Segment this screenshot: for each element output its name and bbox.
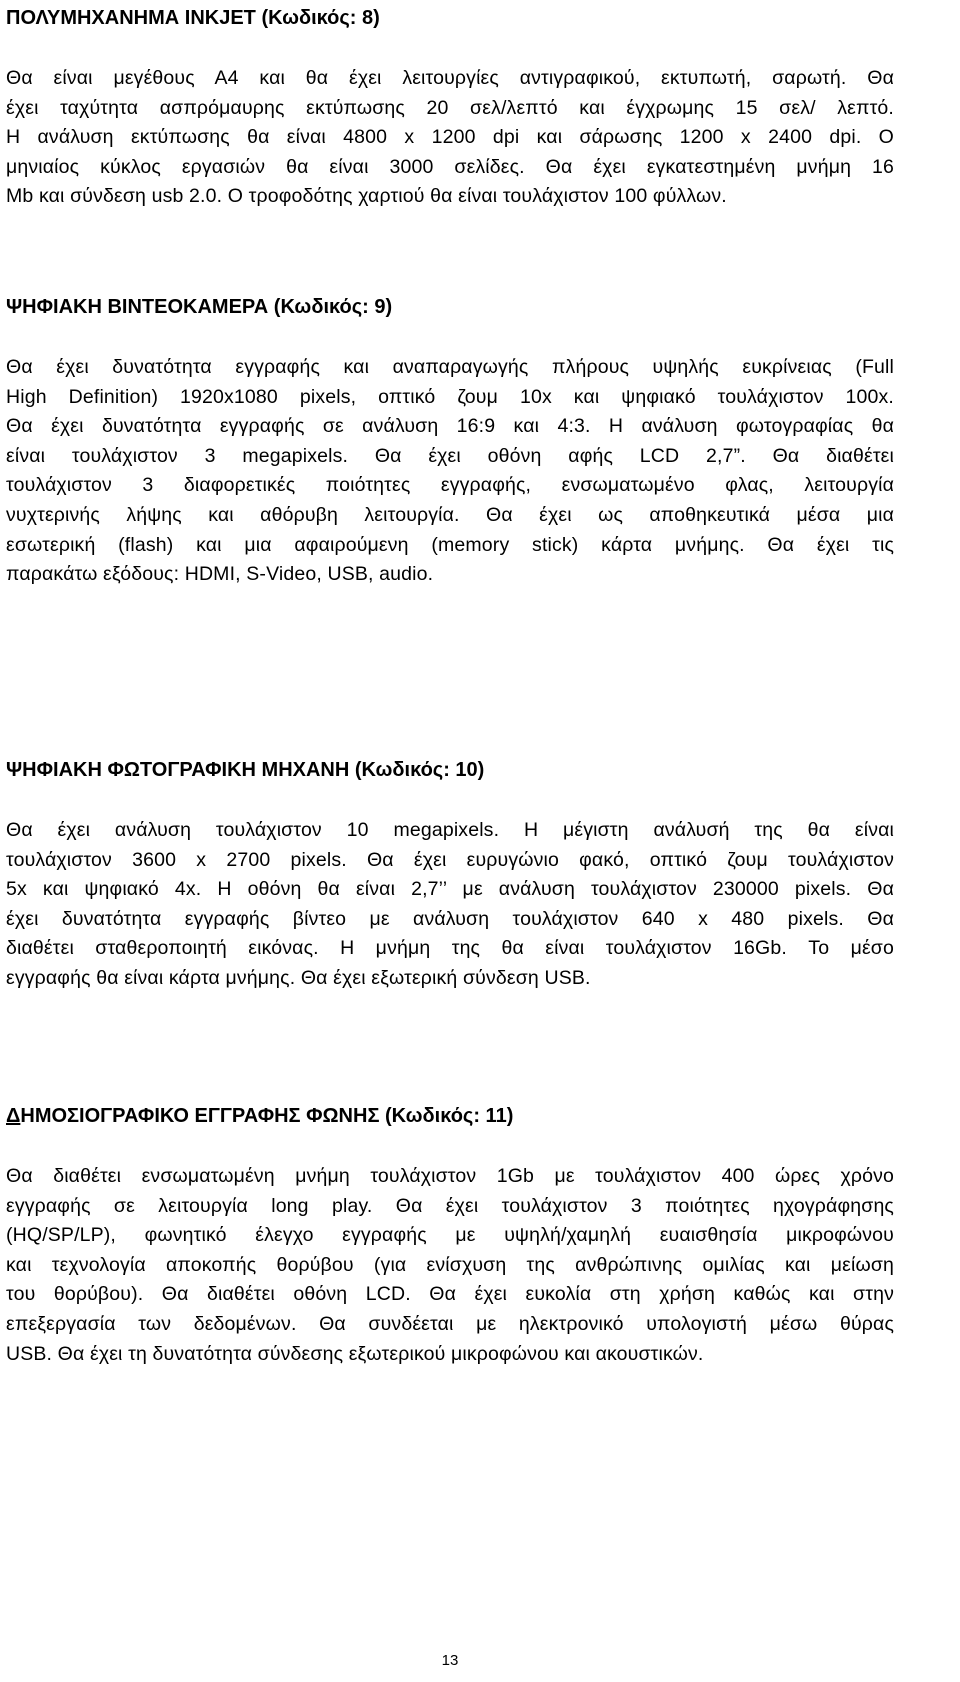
paragraph-line: μηνιαίος κύκλος εργασιών θα είναι 3000 σελίδες. Θα έχει εγκατεστημένη μνήμη 16	[6, 155, 894, 178]
paragraph-line: High Definition) 1920x1080 pixels, οπτικό ζουμ 10x και ψηφιακό τουλάχιστον 100x.	[6, 385, 894, 408]
section-digital-camera	[6, 758, 894, 994]
page-number: 13	[441, 1652, 459, 1669]
section-paragraph	[6, 816, 894, 994]
paragraph-line: εγγραφής θα είναι κάρτα μνήμης. Θα έχει εξωτερική σύνδεση USB.	[6, 966, 591, 989]
section-paragraph	[6, 353, 894, 590]
paragraph-line: έχει δυνατότητα εγγραφής βίντεο με ανάλυση τουλάχιστον 640 x 480 pixels. Θα	[6, 907, 894, 930]
section-voice-recorder	[6, 1104, 894, 1369]
paragraph-line: επεξεργασία των δεδομένων. Θα συνδέεται με ηλεκτρονικό υπολογιστή μέσω θύρας	[6, 1312, 894, 1335]
section-paragraph	[6, 1162, 894, 1369]
paragraph-line: τουλάχιστον 3 διαφορετικές ποιότητες εγγραφής, ενσωματωμένο φλας, λειτουργία	[6, 474, 894, 497]
heading-text: ΗΜΟΣΙΟΓΡΑΦΙΚΟ ΕΓΓΡΑΦΗΣ ΦΩΝΗΣ (Κωδικός: 11)	[20, 1105, 514, 1127]
section-digital-videocamera	[6, 295, 894, 590]
heading-prefix: Δ	[6, 1105, 21, 1127]
paragraph-line: 5x και ψηφιακό 4x. Η οθόνη θα είναι 2,7’’ με ανάλυση τουλάχιστον 230000 pixels. Θα	[6, 878, 894, 901]
paragraph-line: (HQ/SP/LP), φωνητικό έλεγχο εγγραφής με υψηλή/χαμηλή ευαισθησία μικροφώνου	[6, 1224, 894, 1247]
paragraph-line: Θα είναι μεγέθους Α4 και θα έχει λειτουργίες αντιγραφικού, εκτυπωτή, σαρωτή. Θα	[6, 67, 894, 89]
paragraph-line: Η ανάλυση εκτύπωσης θα είναι 4800 x 1200 dpi και σάρωσης 1200 x 2400 dpi. Ο	[6, 126, 894, 149]
paragraph-line: Θα έχει ανάλυση τουλάχιστον 10 megapixels. Η μέγιστη ανάλυσή της θα είναι	[6, 819, 894, 841]
section-multifunction-printer	[6, 6, 894, 212]
paragraph-line: Θα έχει δυνατότητα εγγραφής και αναπαραγωγής πλήρους υψηλής ευκρίνειας (Full	[6, 356, 894, 378]
paragraph-line: USB. Θα έχει τη δυνατότητα σύνδεσης εξωτερικού μικροφώνου και ακουστικών.	[6, 1342, 704, 1365]
paragraph-line: είναι τουλάχιστον 3 megapixels. Θα έχει οθόνη αφής LCD 2,7”. Θα διαθέτει	[6, 444, 894, 467]
heading-text: ΠΟΛΥΜΗΧΑΝΗΜΑ INKJET (Κωδικός: 8)	[6, 7, 380, 29]
paragraph-line: νυχτερινής λήψης και αθόρυβη λειτουργία. Θα έχει ως αποθηκευτικά μέσα μια	[6, 503, 894, 526]
section-heading	[6, 6, 894, 30]
section-heading	[6, 758, 894, 782]
paragraph-line: και τεχνολογία αποκοπής θορύβου (για ενίσχυση της ανθρώπινης ομιλίας και μείωση	[6, 1253, 894, 1276]
paragraph-line: Mb και σύνδεση usb 2.0. Ο τροφοδότης χαρτιού θα είναι τουλάχιστον 100 φύλλων.	[6, 185, 727, 208]
section-heading	[6, 295, 894, 319]
heading-text: ΨΗΦΙΑΚΗ ΦΩΤΟΓΡΑΦΙΚΗ ΜΗΧΑΝΗ (Κωδικός: 10)	[6, 759, 485, 781]
paragraph-line: διαθέτει σταθεροποιητή εικόνας. Η μνήμη της θα είναι τουλάχιστον 16Gb. Το μέσο	[6, 937, 894, 960]
section-paragraph	[6, 64, 894, 212]
paragraph-line: Θα διαθέτει ενσωματωμένη μνήμη τουλάχιστον 1Gb με τουλάχιστον 400 ώρες χρόνο	[6, 1165, 894, 1187]
heading-text: ΨΗΦΙΑΚΗ ΒΙΝΤΕΟΚΑΜΕΡΑ (Κωδικός: 9)	[6, 296, 393, 318]
paragraph-line: έχει ταχύτητα ασπρόμαυρης εκτύπωσης 20 σελ/λεπτό και έγχρωμης 15 σελ/ λεπτό.	[6, 96, 894, 119]
paragraph-line: Θα έχει δυνατότητα εγγραφής σε ανάλυση 16:9 και 4:3. Η ανάλυση φωτογραφίας θα	[6, 415, 894, 438]
section-heading	[6, 1104, 894, 1128]
paragraph-line: τουλάχιστον 3600 x 2700 pixels. Θα έχει ευρυγώνιο φακό, οπτικό ζουμ τουλάχιστον	[6, 848, 894, 871]
paragraph-line: του θορύβου). Θα διαθέτει οθόνη LCD. Θα έχει ευκολία στη χρήση καθώς και στην	[6, 1283, 894, 1306]
paragraph-line: εσωτερική (flash) και μια αφαιρούμενη (memory stick) κάρτα μνήμης. Θα έχει τις	[6, 533, 894, 556]
paragraph-line: εγγραφής σε λειτουργία long play. Θα έχει τουλάχιστον 3 ποιότητες ηχογράφησης	[6, 1194, 894, 1217]
paragraph-line: παρακάτω εξόδους: HDMI, S-Video, USB, audio.	[6, 563, 434, 586]
